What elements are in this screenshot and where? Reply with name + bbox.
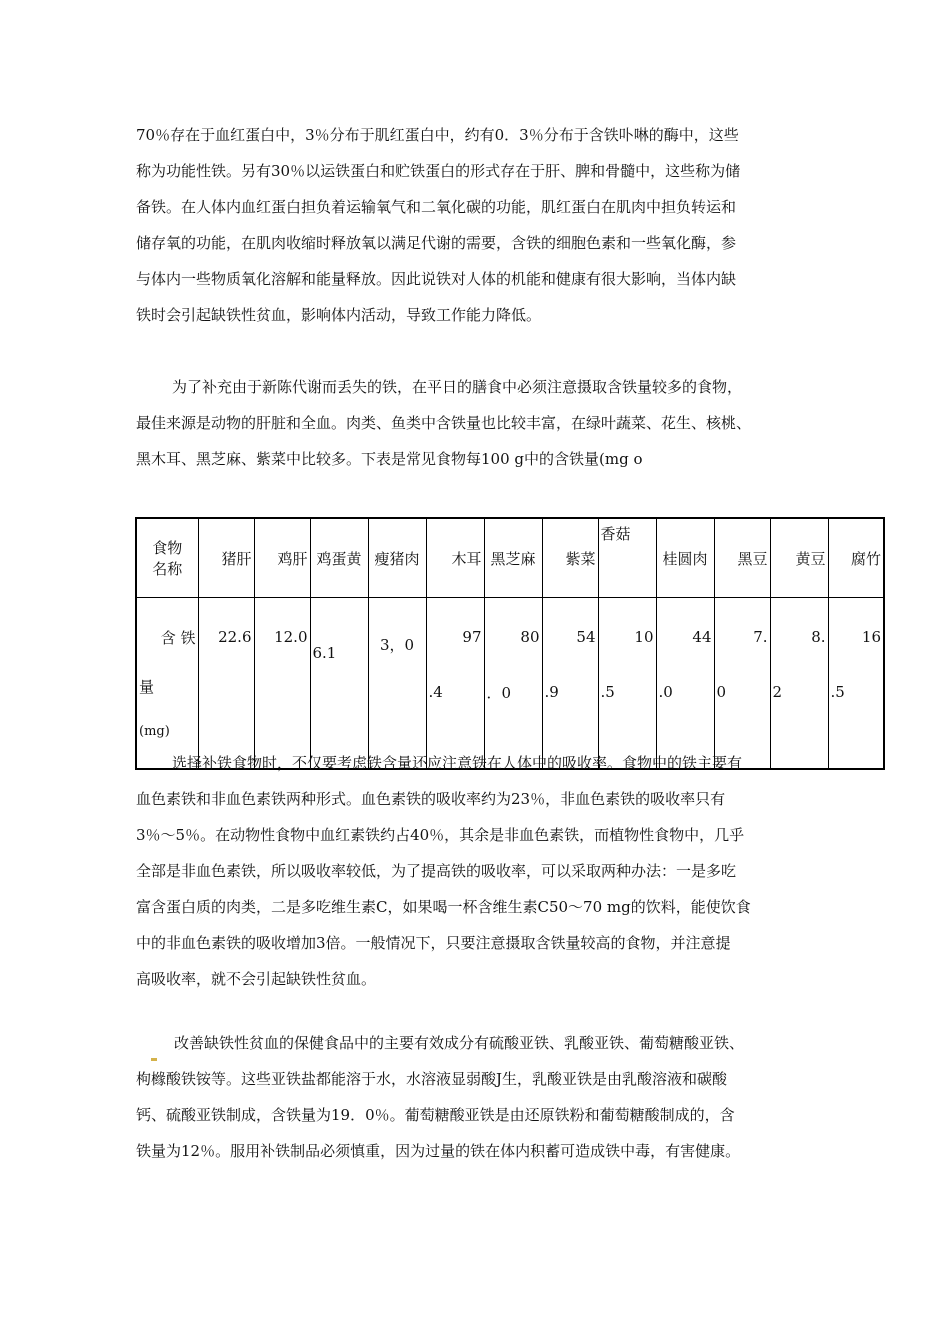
food-laver: 紫菜	[542, 518, 598, 598]
food-longan: 桂圆肉	[656, 518, 714, 598]
value-chicken-liver: 12.0	[254, 598, 310, 770]
value-laver	[542, 598, 598, 770]
food-lean-pork: 瘦猪肉	[368, 518, 426, 598]
table-value-row	[136, 598, 884, 770]
value-black-bean	[714, 598, 770, 770]
food-black-sesame: 黑芝麻	[484, 518, 542, 598]
text-line: 血色素铁和非血色素铁两种形式。血色素铁的吸收率约为23％，非血色素铁的吸收率只有	[136, 790, 726, 808]
value-part: ．0	[486, 683, 512, 702]
text-line: 为了补充由于新陈代谢而丢失的铁，在平日的膳食中必须注意摄取含铁量较多的食物，	[172, 378, 743, 396]
text-line: 备铁。在人体内血红蛋白担负着运输氧气和二氧化碳的功能，肌红蛋白在肌肉中担负转运和	[136, 198, 737, 216]
value-egg-yolk: 6.1	[310, 598, 368, 770]
header-label-bottom: 名称	[152, 560, 183, 578]
text-line: 称为功能性铁。另有30％以运铁蛋白和贮铁蛋白的形式存在于肝、脾和骨髓中，这些称为储	[136, 162, 741, 180]
text-line: 枸橼酸铁铵等。这些亚铁盐都能溶于水，水溶液显弱酸J生，乳酸亚铁是由乳酸溶液和碳酸	[136, 1070, 728, 1088]
iron-content-label	[136, 598, 198, 770]
value-part: 54	[576, 628, 596, 646]
value-part: 10	[634, 628, 654, 646]
value-black-sesame	[484, 598, 542, 770]
food-yuba: 腐竹	[828, 518, 884, 598]
text-line: 高吸收率，就不会引起缺铁性贫血。	[136, 970, 377, 988]
value-soybean	[770, 598, 828, 770]
text-line: 中的非血色素铁的吸收增加3倍。一般情况下，只要注意摄取含铁量较高的食物，并注意提	[136, 934, 731, 952]
value-part: .5	[830, 683, 845, 701]
text-line: 与体内一些物质氧化溶解和能量释放。因此说铁对人体的机能和健康有很大影响，当体内缺	[136, 270, 737, 288]
food-fungus: 木耳	[426, 518, 484, 598]
food-egg-yolk: 鸡蛋黄	[310, 518, 368, 598]
text-line: 3％～5％。在动物性食物中血红素铁约占40％，其余是非血色素铁，而植物性食物中，几乎	[136, 826, 745, 844]
value-part: 2	[772, 683, 783, 701]
text-line: 最佳来源是动物的肝脏和全血。肉类、鱼类中含铁量也比较丰富，在绿叶蔬菜、花生、核桃、	[136, 414, 752, 432]
row-label-line: 含 铁	[160, 629, 196, 647]
text-line: 选择补铁食物时，不仅要考虑铁含量还应注意铁在人体中的吸收率。食物中的铁主要有	[172, 754, 743, 772]
value-part: 7.	[753, 628, 768, 646]
value-part: 80	[520, 628, 540, 646]
value-part: .4	[428, 683, 443, 701]
value-part: 97	[462, 628, 482, 646]
food-soybean: 黄豆	[770, 518, 828, 598]
text-line: 富含蛋白质的肉类，二是多吃维生素C，如果喝一杯含维生素C50～70 mg的饮料，能使饮食	[136, 898, 751, 916]
text-line	[136, 1025, 826, 1061]
text-line: 储存氧的功能，在肌肉收缩时释放氧以满足代谢的需要，含铁的细胞色素和一些氧化酶，参	[136, 234, 737, 252]
text-line: 70％存在于血红蛋白中，3％分布于肌红蛋白中，约有0．3％分布于含铁卟啉的酶中，这些	[136, 126, 739, 144]
table-header-row	[136, 518, 884, 598]
value-lean-pork: 3，0	[368, 598, 426, 770]
header-label-top: 食物	[152, 539, 183, 557]
value-part: .5	[600, 683, 615, 701]
text-line: 钙、硫酸亚铁制成，含铁量为19．0％。葡萄糖酸亚铁是由还原铁粉和葡萄糖酸制成的，含	[136, 1106, 735, 1124]
value-part: 0	[716, 683, 727, 701]
food-chicken-liver: 鸡肝	[254, 518, 310, 598]
food-pork-liver: 猪肝	[198, 518, 254, 598]
text-line: 全部是非血色素铁，所以吸收率较低，为了提高铁的吸收率，可以采取两种办法：一是多吃	[136, 862, 737, 880]
food-mushroom: 香菇	[598, 518, 656, 598]
value-fungus	[426, 598, 484, 770]
value-part: .9	[544, 683, 559, 701]
value-yuba	[828, 598, 884, 770]
food-black-bean: 黑豆	[714, 518, 770, 598]
text-line: 铁量为12％。服用补铁制品必须慎重，因为过量的铁在体内积蓄可造成铁中毒，有害健康。	[136, 1142, 741, 1160]
value-longan	[656, 598, 714, 770]
text-line-content: 改善缺铁性贫血的保健食品中的主要有效成分有硫酸亚铁、乳酸亚铁、葡萄糖酸亚铁、	[174, 1034, 745, 1052]
text-line: 铁时会引起缺铁性贫血，影响体内活动，导致工作能力降低。	[136, 306, 542, 324]
food-name-header	[136, 518, 198, 598]
value-pork-liver: 22.6	[198, 598, 254, 770]
row-label-line: 量	[139, 677, 155, 696]
value-part: .0	[658, 683, 673, 701]
paragraph-iron-sources	[136, 369, 826, 477]
value-mushroom	[598, 598, 656, 770]
value-part: 44	[692, 628, 712, 646]
paragraph-absorption	[136, 745, 826, 997]
text-line: 黑木耳、黑芝麻、紫菜中比较多。下表是常见食物每100 g中的含铁量(mg o	[136, 450, 643, 468]
value-part: 8.	[811, 628, 826, 646]
value-part: 16	[861, 628, 881, 646]
row-label-unit: (mg)	[139, 724, 170, 739]
iron-content-table	[135, 517, 885, 770]
paragraph-supplements	[136, 1025, 826, 1169]
paragraph-iron-function	[136, 117, 826, 333]
